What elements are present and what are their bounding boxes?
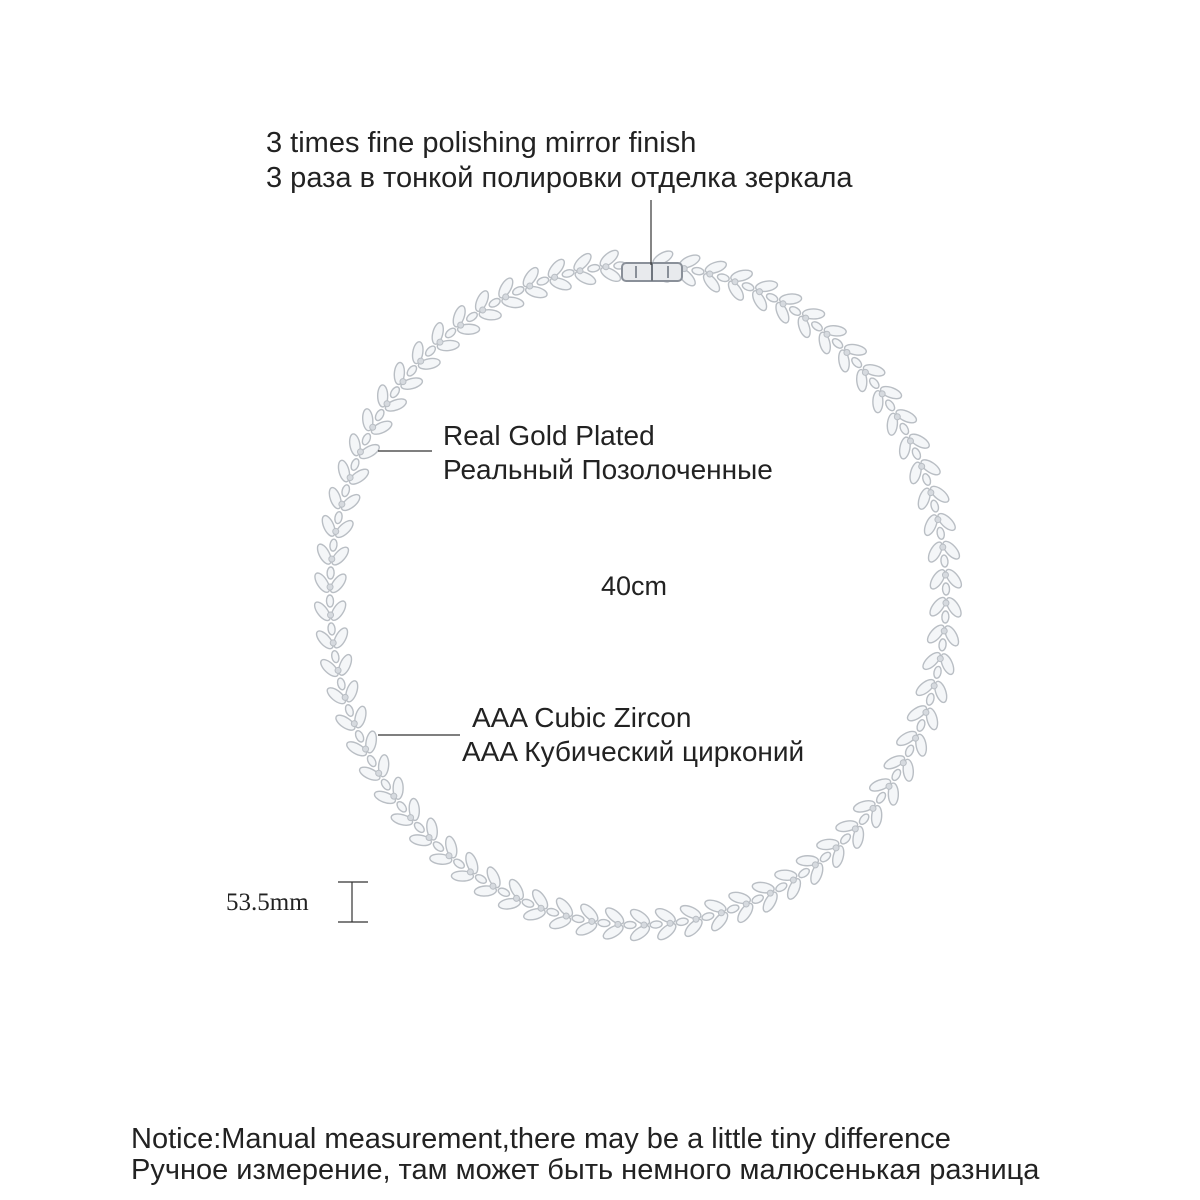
necklace-link xyxy=(330,698,374,737)
length-annotation: 40cm xyxy=(601,571,668,601)
clasp-annotation-en: 3 times fine polishing mirror finish xyxy=(266,127,697,159)
plating-annotation-en: Real Gold Plated xyxy=(443,420,655,451)
plating-annotation xyxy=(443,419,773,486)
necklace-link xyxy=(911,480,954,517)
clasp xyxy=(622,263,682,281)
clasp-annotation-ru: 3 раза в тонкой полировки отделка зеркала xyxy=(266,161,853,194)
necklace-link xyxy=(624,907,652,944)
necklace-link xyxy=(313,537,353,569)
plating-annotation-ru: Реальный Позолоченные xyxy=(443,453,773,485)
width-annotation: 53.5mm xyxy=(226,889,309,916)
necklace-link xyxy=(313,621,353,653)
stones-annotation-en: AAA Cubic Zircon xyxy=(472,702,692,733)
leader-lines xyxy=(338,200,651,922)
necklace-link xyxy=(322,673,365,710)
necklace-link xyxy=(927,594,965,623)
necklace-link xyxy=(924,621,964,653)
clasp-annotation xyxy=(266,126,853,196)
necklace-link xyxy=(516,262,555,306)
necklace-link xyxy=(673,900,707,941)
necklace-link xyxy=(927,566,965,595)
necklace-link xyxy=(542,893,579,936)
stones-annotation-ru: AAA Кубический цирконий xyxy=(462,735,805,767)
necklace-link xyxy=(311,594,349,623)
necklace-link xyxy=(322,480,365,517)
necklace-link xyxy=(596,904,627,943)
stones-annotation xyxy=(462,701,804,768)
necklace-link xyxy=(569,900,603,941)
necklace-link xyxy=(924,537,964,569)
necklace-link xyxy=(918,647,960,682)
necklace-link xyxy=(311,566,349,595)
necklace-link xyxy=(902,453,946,492)
necklace-link xyxy=(569,249,603,290)
necklace-link xyxy=(697,254,734,297)
necklace-link xyxy=(542,254,579,297)
necklace-link xyxy=(648,904,679,943)
necklace-link xyxy=(316,508,358,543)
necklace-link xyxy=(316,647,358,682)
necklace-link xyxy=(721,884,760,928)
necklace-link xyxy=(697,893,734,936)
necklace-link xyxy=(911,673,954,710)
necklace-link xyxy=(918,508,960,543)
notice xyxy=(131,1124,1039,1185)
notice-en: Notice:Manual measurement,there may be a little tiny difference xyxy=(131,1123,951,1155)
notice-ru: Ручное измерение, там может быть немного малюсенькая разница xyxy=(131,1153,1040,1186)
